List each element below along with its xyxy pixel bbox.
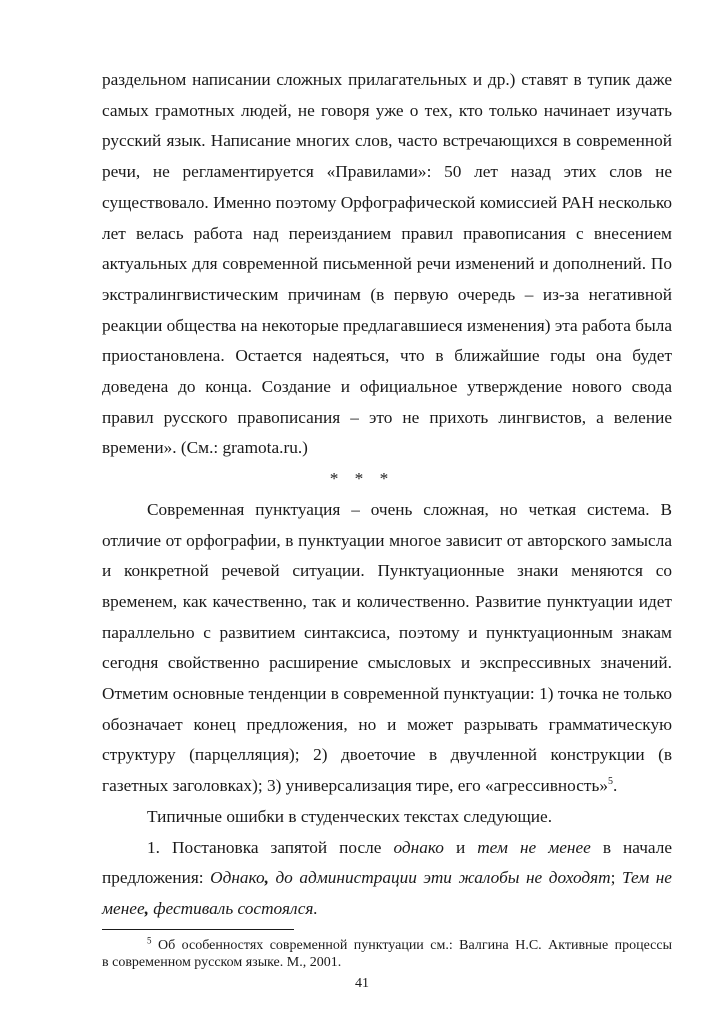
p1-line-13: времени». (См.: gramota.ru.) [102,438,308,457]
p1-line-2: самых грамотных людей, не говоря уже о тех, кто только начинает изучать [102,101,672,120]
p2-line-3: и конкретной речевой ситуации. Пунктуационные знаки меняются со [102,561,672,580]
p2-line-1: Современная пунктуация – очень сложная, но четкая система. В [147,500,672,519]
p2-line-10-text: газетных заголовках); 3) универсализация тире, его «агрессивность» [102,776,608,795]
item1-text-2: и [455,838,466,857]
item1-text-4: предложения: [102,868,204,887]
p1-line-6: лет велась работа над переизданием правил правописания с внесением [102,224,672,243]
p2-final-punct: . [613,776,618,795]
item1-text-3: в начале [602,838,673,857]
p1-line-4: речи, не регламентируется «Правилами»: 50 лет назад этих слов не [102,162,672,181]
p2-line-5: параллельно с развитием синтаксиса, поэтому и пунктуационным знакам [102,623,672,642]
footnote-line-1 [147,937,672,954]
item1-comma-1: , [264,868,269,887]
p2-line-8: обозначает конец предложения, но и может разрывать грамматическую [102,715,672,734]
item1-example-3: Тем не [621,868,672,887]
section-separator: * * * [329,469,395,488]
p2-line-4: временем, как качественно, так и количественно. Развитие пунктуации идет [102,592,672,611]
p1-line-9: реакции общества на некоторые предлагавшиеся изменения) эта работа была [102,316,672,335]
item1-example-2: до администрации эти жалобы не доходят [275,868,611,887]
p3-line-1: Типичные ошибки в студенческих текстах следующие. [147,807,553,826]
footnote-text-1: Об особенностях современной пунктуации см.: Валгина Н.С. Активные процессы [157,938,673,953]
page-number: 41 [355,976,369,991]
item1-italic-2: тем не менее [477,838,591,857]
item1-line-3 [102,899,672,919]
item1-example-1: Однако [210,868,265,887]
footnote-reference: 5 [608,776,613,788]
p2-line-7: Отметим основные тенденции в современной пунктуации: 1) точка не только [102,684,672,703]
p1-line-12: правил русского правописания – это не прихоть лингвистов, а веление [102,408,672,427]
p1-line-7: актуальных для современной письменной речи изменений и дополнений. По [102,254,672,273]
item1-example-4: менее [102,899,145,918]
p1-line-10: приостановлена. Остается надеяться, что в ближайшие годы она будет [102,346,672,365]
p2-line-10 [102,776,672,796]
p1-line-11: доведена до конца. Создание и официальное утверждение нового свода [102,377,672,396]
item1-semicolon: ; [610,868,616,887]
p1-line-5: существовало. Именно поэтому Орфографической комиссией РАН несколько [102,193,672,212]
p1-line-3: русский язык. Написание многих слов, часто встречающихся в современной [102,131,672,150]
item1-line-2 [102,868,672,888]
item1-number: 1. [147,838,160,857]
item1-line-1 [147,838,672,858]
item1-example-5: фестиваль состоялся. [153,899,318,918]
item1-text-1: Постановка запятой после [171,838,382,857]
p2-line-2: отличие от орфографии, в пунктуации многое зависит от авторского замысла [102,531,672,550]
footnote-number: 5 [147,935,152,946]
footnote-line-2: в современном русском языке. М., 2001. [102,955,342,970]
item1-comma-2: , [144,899,149,918]
item1-italic-1: однако [393,838,444,857]
p1-line-1: раздельном написании сложных прилагательных и др.) ставят в тупик даже [102,70,672,89]
footnote-rule [102,929,294,930]
p2-line-9: структуру (парцелляция); 2) двоеточие в двучленной конструкции (в [102,745,672,764]
p1-line-8: экстралингвистическим причинам (в первую очередь – из-за негативной [102,285,672,304]
p2-line-6: сегодня свойственно расширение смысловых и экспрессивных значений. [102,653,672,672]
